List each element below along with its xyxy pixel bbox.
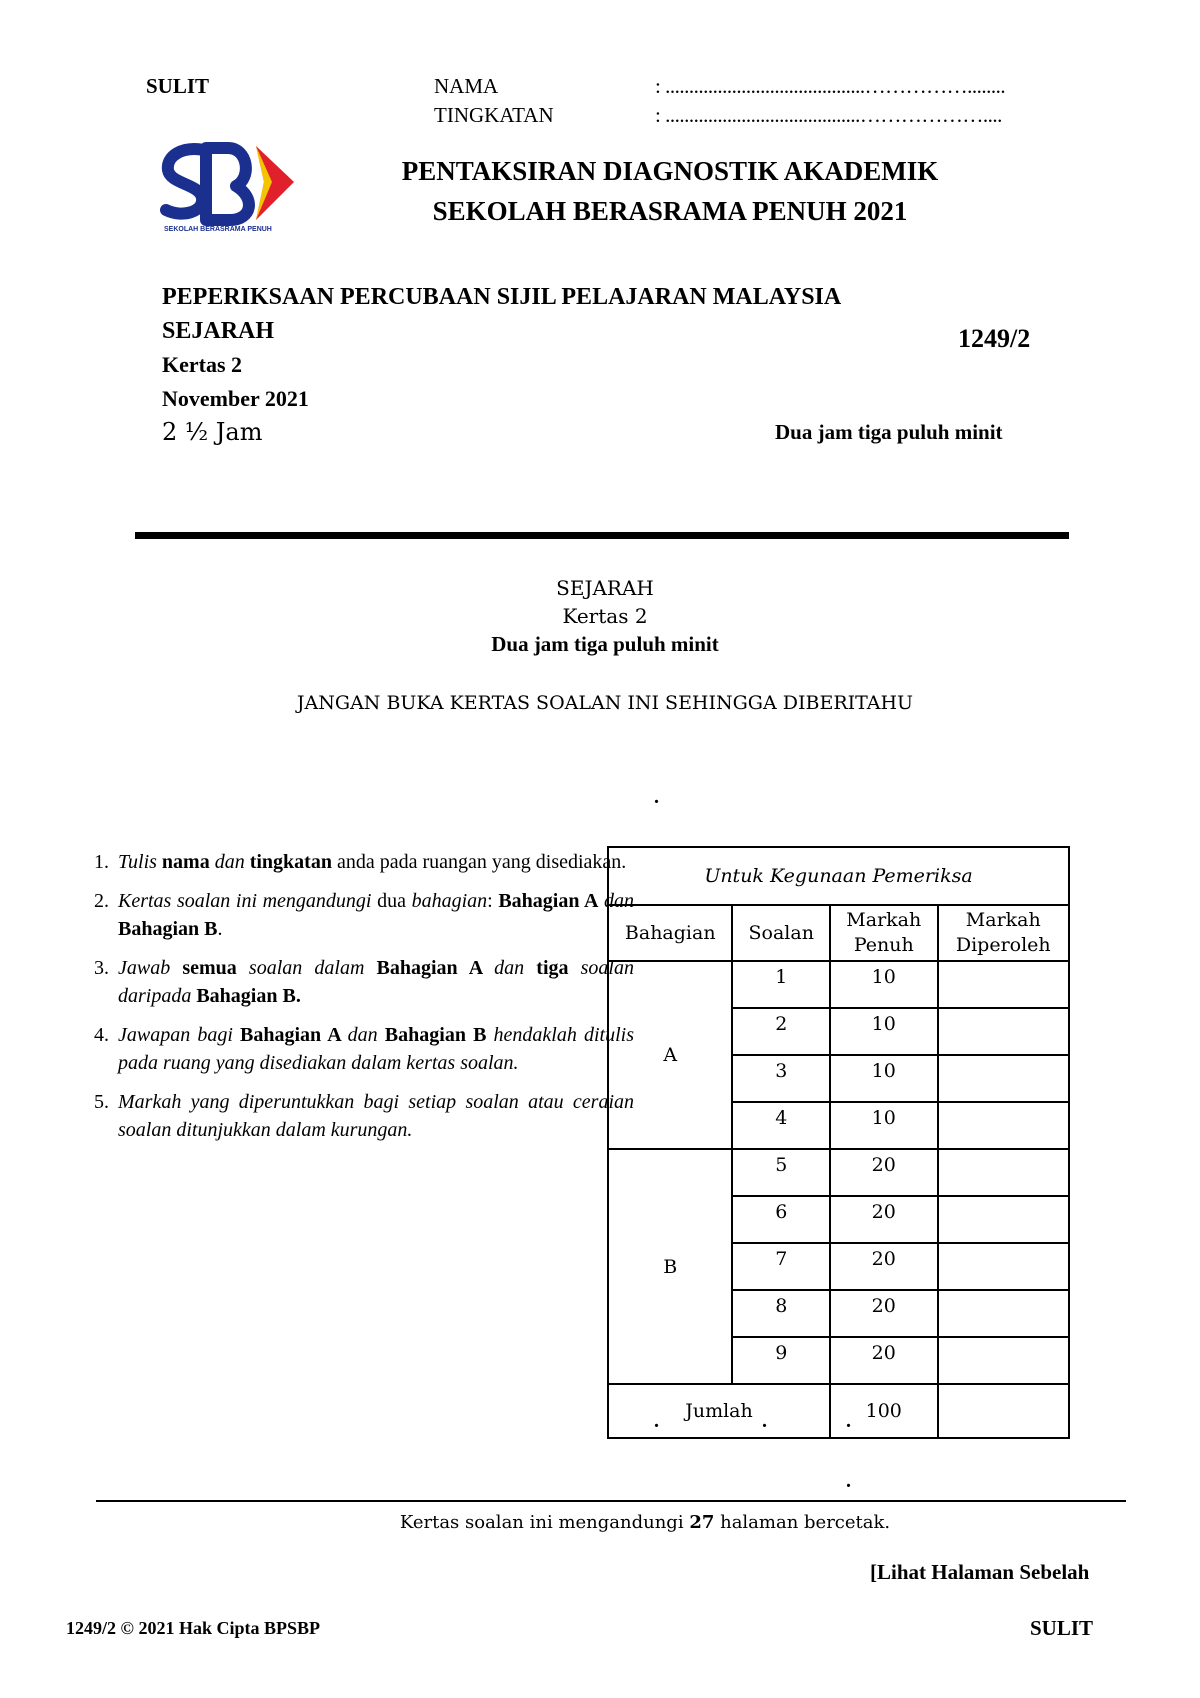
instruction-text: Bahagian B — [118, 918, 218, 940]
markah-penuh-cell: 10 — [830, 1102, 938, 1149]
soalan-cell: 9 — [732, 1337, 830, 1384]
instruction-text: Bahagian A — [498, 890, 599, 912]
header-soalan: Soalan — [732, 905, 830, 961]
instruction-text: Jawab — [118, 957, 171, 979]
instruction-text: Bahagian A — [232, 1024, 348, 1046]
scan-dot: . — [762, 1410, 767, 1432]
sulit-label-bottom: SULIT — [1030, 1616, 1094, 1640]
cover-warning: JANGAN BUKA KERTAS SOALAN INI SEHINGGA DIBERITAHU — [296, 692, 914, 714]
instruction-text: dan — [494, 957, 525, 979]
title-line-1: PENTAKSIRAN DIAGNOSTIK AKADEMIK — [401, 156, 939, 186]
scan-dot: . — [846, 1470, 851, 1492]
instructions-list — [62, 848, 634, 1155]
instruction-text: hendaklah ditulis pada ruang yang disediakan dalam kertas soalan. — [118, 1024, 634, 1074]
soalan-cell: 6 — [732, 1196, 830, 1243]
sbp-logo — [160, 140, 300, 240]
nama-label: NAMA — [434, 74, 499, 98]
examiner-marks-table — [607, 846, 1070, 1439]
nama-field[interactable]: : ..........................................……………........ — [655, 74, 1006, 98]
title-line-2: SEKOLAH BERASRAMA PENUH 2021 — [432, 196, 908, 226]
markah-penuh-cell: 10 — [830, 1055, 938, 1102]
instruction-text: Markah yang diperuntukkan bagi setiap soalan atau ceraian soalan ditunjukkan dalam kurungan. — [118, 1091, 634, 1141]
instruction-text: dua — [371, 890, 412, 912]
next-page-note: [Lihat Halaman Sebelah — [870, 1560, 1090, 1584]
markah-penuh-cell: 20 — [830, 1243, 938, 1290]
page-count-prefix: Kertas soalan ini mengandungi — [399, 1512, 690, 1533]
scan-dot: . — [846, 1410, 851, 1432]
instruction-text: Kertas soalan ini mengandungi — [118, 890, 372, 912]
instruction-text: : — [487, 890, 499, 912]
cover-paper: Kertas 2 — [562, 604, 648, 628]
markah-penuh-cell: 20 — [830, 1290, 938, 1337]
markah-diperoleh-cell[interactable] — [938, 1196, 1069, 1243]
cover-subject: SEJARAH — [556, 576, 654, 600]
instruction-text: dan — [598, 890, 635, 912]
markah-penuh-cell: 10 — [830, 1008, 938, 1055]
total-value: 100 — [830, 1384, 938, 1438]
tingkatan-field[interactable]: : .........................................……………….... — [655, 103, 1002, 127]
exam-duration-words: Dua jam tiga puluh minit — [775, 420, 1003, 444]
soalan-cell: 8 — [732, 1290, 830, 1337]
exam-paper: Kertas 2 — [162, 352, 243, 377]
instruction-text: soalan daripada — [118, 957, 634, 1007]
instruction-text: . — [217, 918, 223, 940]
soalan-cell: 7 — [732, 1243, 830, 1290]
copyright: 1249/2 © 2021 Hak Cipta BPSBP — [66, 1618, 320, 1638]
instruction-item — [114, 848, 634, 876]
soalan-cell: 2 — [732, 1008, 830, 1055]
page-count-note — [0, 1512, 1200, 1533]
divider-thin — [96, 1500, 1126, 1502]
table-caption: Untuk Kegunaan Pemeriksa — [608, 847, 1069, 905]
instruction-item — [114, 1088, 634, 1144]
instruction-text: dan — [347, 1024, 378, 1046]
instruction-text: Bahagian B. — [191, 985, 301, 1007]
markah-diperoleh-cell[interactable] — [938, 1290, 1069, 1337]
instruction-text: semua — [170, 957, 249, 979]
header-bahagian: Bahagian — [608, 905, 732, 961]
markah-diperoleh-cell[interactable] — [938, 1149, 1069, 1196]
soalan-cell: 3 — [732, 1055, 830, 1102]
markah-diperoleh-cell[interactable] — [938, 1337, 1069, 1384]
header-markah-diperoleh: Markah Diperoleh — [938, 905, 1069, 961]
tingkatan-label: TINGKATAN — [434, 103, 554, 127]
markah-penuh-cell: 20 — [830, 1149, 938, 1196]
instruction-item — [114, 1021, 634, 1077]
instruction-text: Tulis — [118, 851, 157, 873]
markah-diperoleh-cell[interactable] — [938, 1008, 1069, 1055]
logo-tagline: SEKOLAH BERASRAMA PENUH — [164, 226, 272, 233]
total-label: Jumlah — [608, 1384, 830, 1438]
sulit-label-top: SULIT — [146, 74, 210, 98]
exam-date: November 2021 — [162, 386, 309, 411]
instruction-item — [114, 954, 634, 1010]
total-diperoleh-cell[interactable] — [938, 1384, 1069, 1438]
markah-diperoleh-cell[interactable] — [938, 961, 1069, 1008]
section-label: B — [608, 1149, 732, 1384]
exam-duration: 2 ½ Jam — [162, 418, 263, 446]
markah-penuh-cell: 10 — [830, 961, 938, 1008]
soalan-cell: 4 — [732, 1102, 830, 1149]
instruction-text: Bahagian B — [377, 1024, 494, 1046]
section-label: A — [608, 961, 732, 1149]
markah-diperoleh-cell[interactable] — [938, 1102, 1069, 1149]
cover-duration: Dua jam tiga puluh minit — [491, 632, 719, 656]
exam-name: PEPERIKSAAN PERCUBAAN SIJIL PELAJARAN MALAYSIA — [162, 284, 842, 310]
markah-diperoleh-cell[interactable] — [938, 1055, 1069, 1102]
instruction-text: bahagian — [411, 890, 488, 912]
instruction-text: anda pada ruangan yang disediakan. — [331, 851, 627, 873]
page-count-suffix: halaman bercetak. — [714, 1512, 891, 1533]
instruction-text: soalan dalam — [248, 957, 365, 979]
divider-thick — [135, 532, 1069, 539]
soalan-cell: 1 — [732, 961, 830, 1008]
markah-penuh-cell: 20 — [830, 1337, 938, 1384]
page-count-number: 27 — [689, 1512, 715, 1533]
instruction-text: dan — [214, 851, 245, 873]
instruction-text: tiga — [524, 957, 581, 979]
instruction-text: tingkatan — [244, 851, 332, 873]
instruction-text: Bahagian A — [364, 957, 495, 979]
instruction-text: Jawapan bagi — [118, 1024, 233, 1046]
scan-dot: . — [654, 786, 659, 808]
header-markah-penuh: Markah Penuh — [830, 905, 938, 961]
markah-penuh-cell: 20 — [830, 1196, 938, 1243]
instruction-item — [114, 887, 634, 943]
exam-subject: SEJARAH — [162, 318, 275, 344]
instruction-text: nama — [156, 851, 215, 873]
markah-diperoleh-cell[interactable] — [938, 1243, 1069, 1290]
exam-code: 1249/2 — [958, 324, 1031, 353]
sbp-logo-graphic — [160, 140, 300, 240]
scan-dot: . — [654, 1410, 659, 1432]
soalan-cell: 5 — [732, 1149, 830, 1196]
